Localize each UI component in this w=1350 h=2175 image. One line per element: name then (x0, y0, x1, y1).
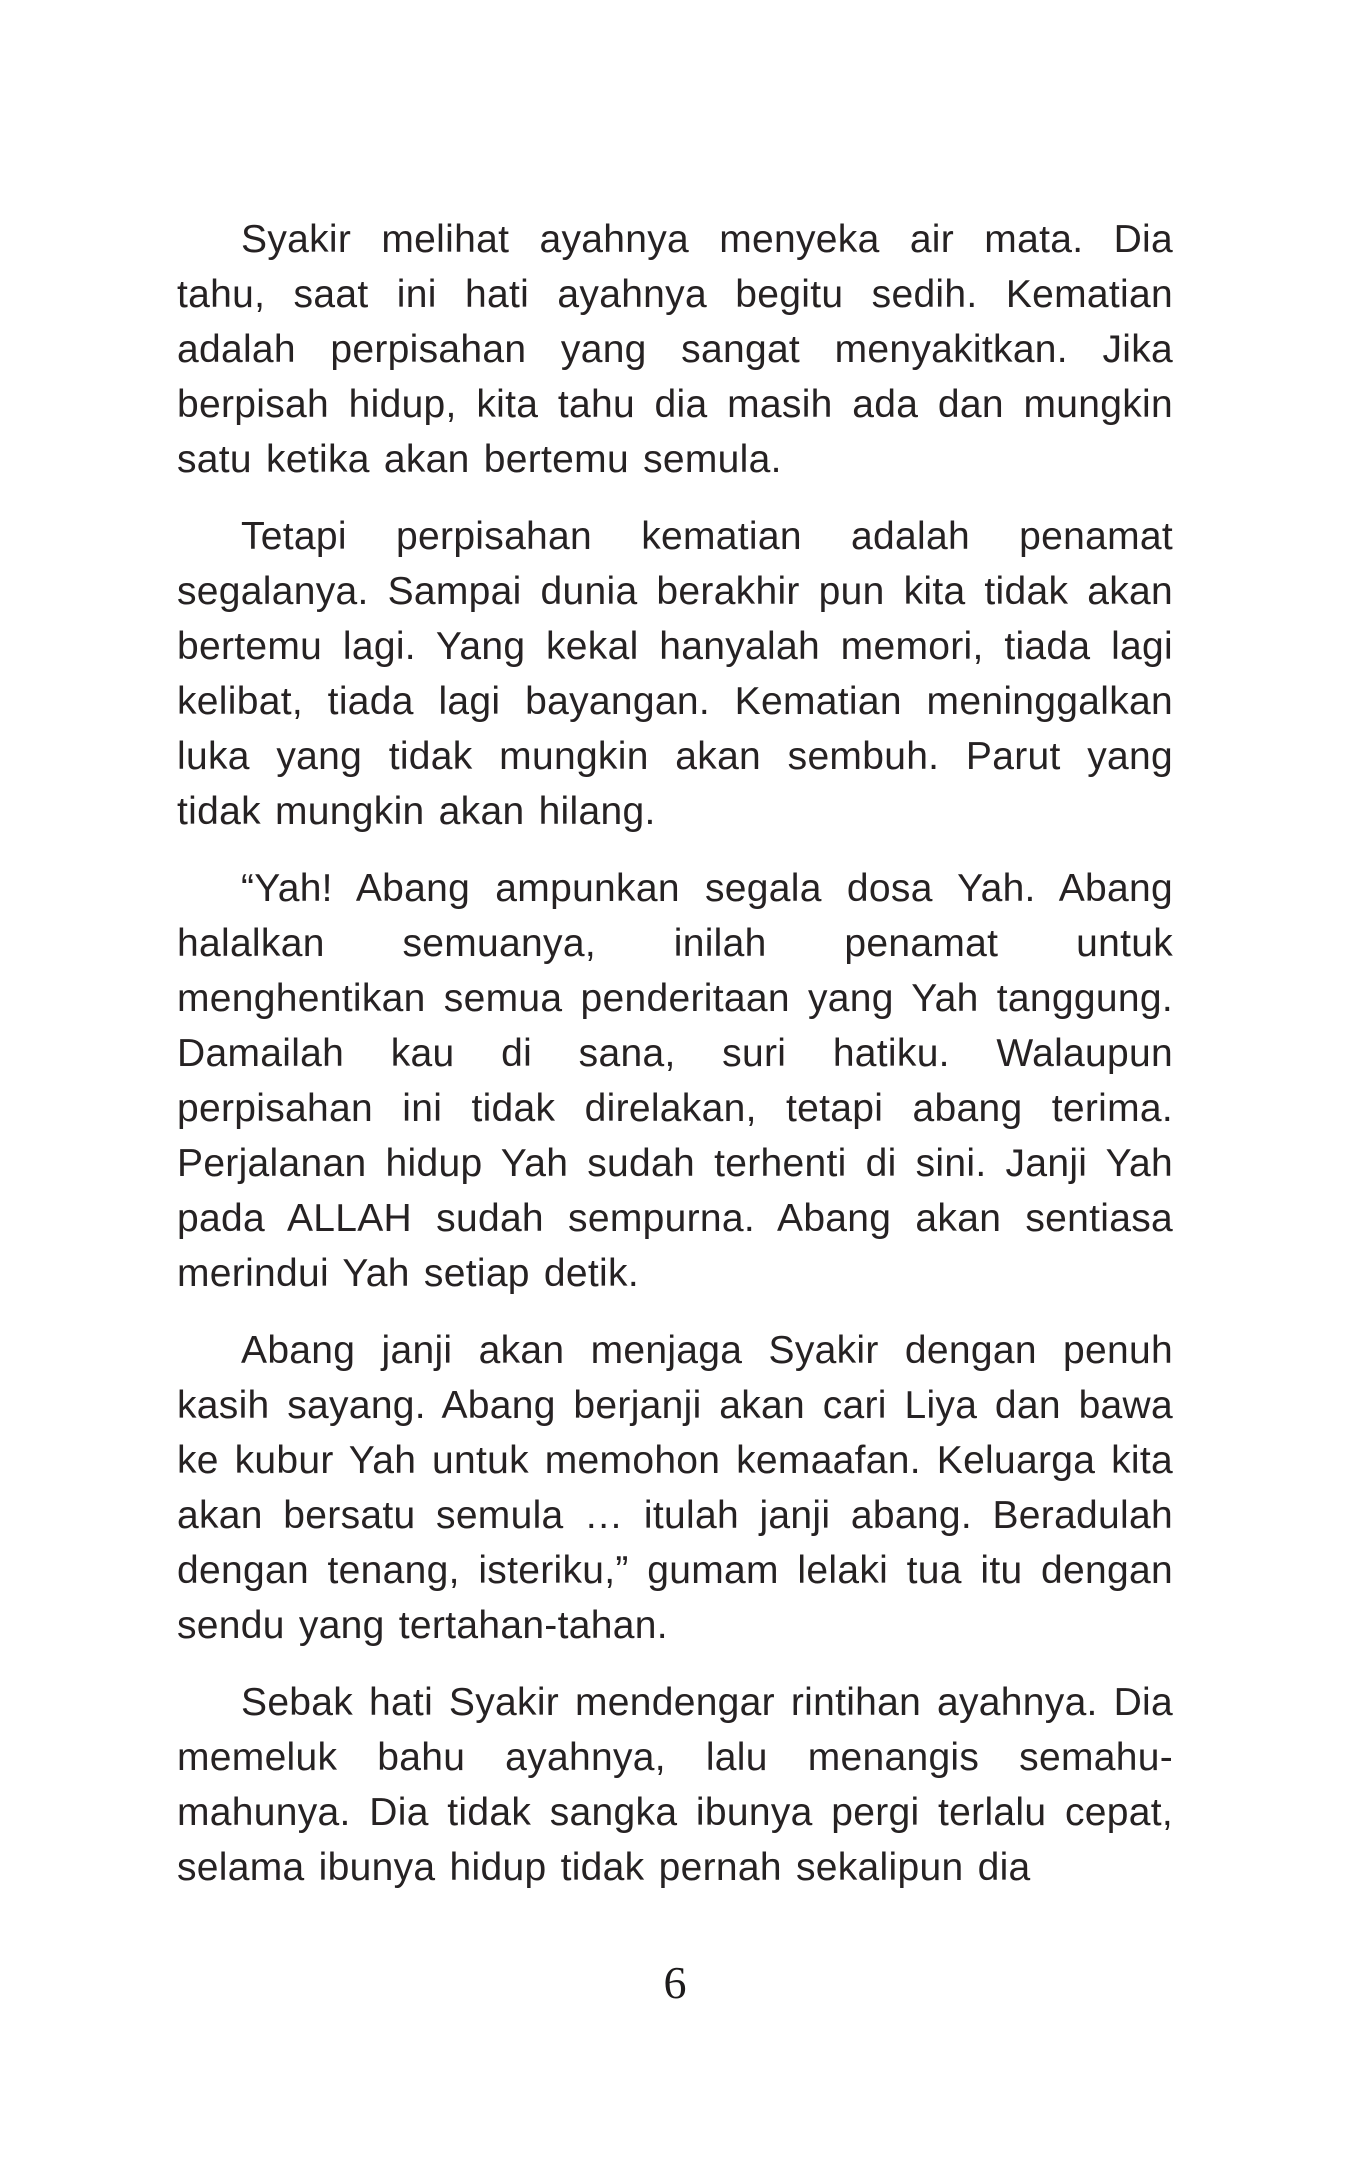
paragraph-3: “Yah! Abang ampunkan segala dosa Yah. Abang halalkan semuanya, inilah penamat untuk menghentikan semua penderitaan yang Yah tanggung. Damailah kau di sana, suri hatiku. Walaupun perpisahan ini tidak direlakan, tetapi abang terima. Perjalanan hidup Yah sudah terhenti di sini. Janji Yah pada ALLAH sudah sempurna. Abang akan sentiasa merindui Yah setiap detik. (177, 867, 1173, 1295)
paragraph-4: Abang janji akan menjaga Syakir dengan penuh kasih sayang. Abang berjanji akan cari Liya dan bawa ke kubur Yah untuk memohon kemaafan. Keluarga kita akan bersatu semula … itulah janji abang. Beradulah dengan tenang, isteriku,” gumam lelaki tua itu dengan sendu yang tertahan-tahan. (177, 1329, 1173, 1647)
paragraph-2: Tetapi perpisahan kematian adalah penamat segalanya. Sampai dunia berakhir pun kita tidak akan bertemu lagi. Yang kekal hanyalah memori, tiada lagi kelibat, tiada lagi bayangan. Kematian meninggalkan luka yang tidak mungkin akan sembuh. Parut yang tidak mungkin akan hilang. (177, 515, 1173, 833)
paragraph-1: Syakir melihat ayahnya menyeka air mata. Dia tahu, saat ini hati ayahnya begitu sedih. Kematian adalah perpisahan yang sangat menyakitkan. Jika berpisah hidup, kita tahu dia masih ada dan mungkin satu ketika akan bertemu semula. (177, 218, 1173, 481)
page-number: 6 (663, 1957, 687, 2008)
paragraph-5: Sebak hati Syakir mendengar rintihan ayahnya. Dia memeluk bahu ayahnya, lalu menangis semahu-mahunya. Dia tidak sangka ibunya pergi terlalu cepat, selama ibunya hidup tidak pernah sekalipun dia (177, 1681, 1173, 1889)
text-block (177, 212, 1173, 1895)
